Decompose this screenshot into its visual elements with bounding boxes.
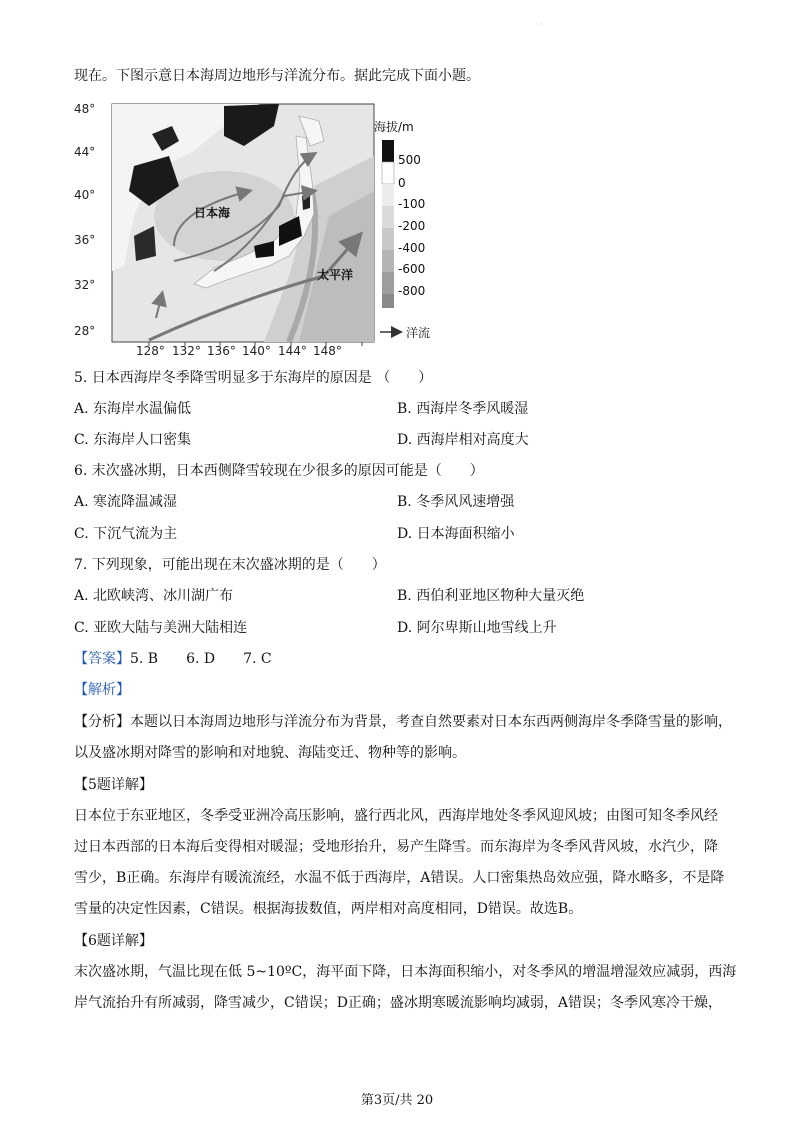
option-5a: A. 东海岸水温偏低 (74, 401, 192, 417)
intro-text: 现在。下图示意日本海周边地形与洋流分布。据此完成下面小题。 (74, 68, 480, 84)
legend-value: 0 (398, 176, 406, 190)
analysis-sub-label: 【分析】 (74, 714, 130, 730)
lat-label: 48° (74, 102, 96, 116)
detail-5-line: 雪量的决定性因素，C错误。根据海拔数值，两岸相对高度相同，D错误。故选B。 (74, 901, 583, 917)
page-footer: 第3页/共 20 (360, 1093, 434, 1108)
corner-mark: · (540, 20, 543, 29)
japan-sea-map (74, 96, 444, 360)
lon-label: 148° (313, 344, 342, 358)
analysis-text: 本题以日本海周边地形与洋流分布为背景，考查自然要素对日本东西两侧海岸冬季降雪量的影响， (130, 714, 732, 730)
detail-5-line: 日本位于东亚地区，冬季受亚洲冷高压影响，盛行西北风，西海岸地处冬季风迎风坡；由图可知冬季风经 (74, 808, 718, 824)
option-5b: B. 西海岸冬季风暖湿 (397, 401, 529, 417)
legend-title: 海拔/m (374, 120, 414, 134)
current-legend-label: 洋流 (406, 326, 431, 340)
detail-6-label: 【6题详解】 (74, 933, 153, 949)
analysis-label: 【解析】 (74, 682, 130, 698)
analysis-line-2: 以及盛冰期对降雪的影响和对地貌、海陆变迁、物种等的影响。 (74, 745, 466, 761)
detail-6-line: 末次盛冰期，气温比现在低 5~10ºC，海平面下降，日本海面积缩小，对冬季风的增温增湿效应减弱，西海 (74, 964, 737, 980)
option-7c: C. 亚欧大陆与美洲大陆相连 (74, 620, 248, 636)
legend-value: -800 (398, 284, 426, 298)
lon-label: 136° (207, 344, 236, 358)
sea-label: 日本海 (194, 206, 231, 220)
option-6a: A. 寒流降温减湿 (74, 494, 178, 510)
legend-value: -200 (398, 219, 426, 233)
question-7-stem: 7. 下列现象，可能出现在末次盛冰期的是（ ） (74, 557, 386, 573)
question-5-stem: 5. 日本西海岸冬季降雪明显多于东海岸的原因是 （ ） (74, 370, 433, 386)
lon-label: 140° (242, 344, 271, 358)
option-6b: B. 冬季风风速增强 (397, 494, 515, 510)
option-6d: D. 日本海面积缩小 (397, 526, 515, 542)
map-graphic (74, 96, 444, 360)
option-5d: D. 西海岸相对高度大 (397, 432, 529, 448)
option-7d: D. 阿尔卑斯山地雪线上升 (397, 620, 557, 636)
lon-label: 128° (136, 344, 165, 358)
legend-value: 500 (398, 153, 421, 167)
detail-5-label: 【5题详解】 (74, 777, 153, 793)
analysis-line-1 (74, 712, 732, 732)
answer-text: 5. B 6. D 7. C (130, 651, 272, 667)
option-7b: B. 西伯利亚地区物种大量灭绝 (397, 588, 585, 604)
lat-label: 36° (74, 233, 96, 247)
lon-label: 144° (278, 344, 307, 358)
detail-5-line: 过日本西部的日本海后变得相对暖湿；受地形抬升，易产生降雪。而东海岸为冬季风背风坡，水汽少，降 (74, 839, 718, 855)
answer-line (74, 649, 272, 669)
lat-label: 40° (74, 188, 96, 202)
question-6-stem: 6. 末次盛冰期，日本西侧降雪较现在少很多的原因可能是（ ） (74, 463, 484, 479)
legend-value: -600 (398, 262, 426, 276)
legend-value: -100 (398, 197, 426, 211)
detail-5-line: 雪少，B正确。东海岸有暖流流经，水温不低于西海岸，A错误。人口密集热岛效应强，降水略多，不是降 (74, 870, 725, 886)
lat-label: 28° (74, 324, 96, 338)
lat-label: 32° (74, 278, 96, 292)
lat-label: 44° (74, 145, 96, 159)
ocean-label: 太平洋 (317, 268, 354, 282)
detail-6-line: 岸气流抬升有所减弱，降雪减少，C错误；D正确；盛冰期寒暖流影响均减弱，A错误；冬季风寒冷干燥， (74, 995, 723, 1011)
option-6c: C. 下沉气流为主 (74, 526, 178, 542)
option-7a: A. 北欧峡湾、冰川湖广布 (74, 588, 234, 604)
answer-label: 【答案】 (74, 651, 130, 667)
lon-label: 132° (172, 344, 201, 358)
option-5c: C. 东海岸人口密集 (74, 432, 192, 448)
legend-value: -400 (398, 241, 426, 255)
